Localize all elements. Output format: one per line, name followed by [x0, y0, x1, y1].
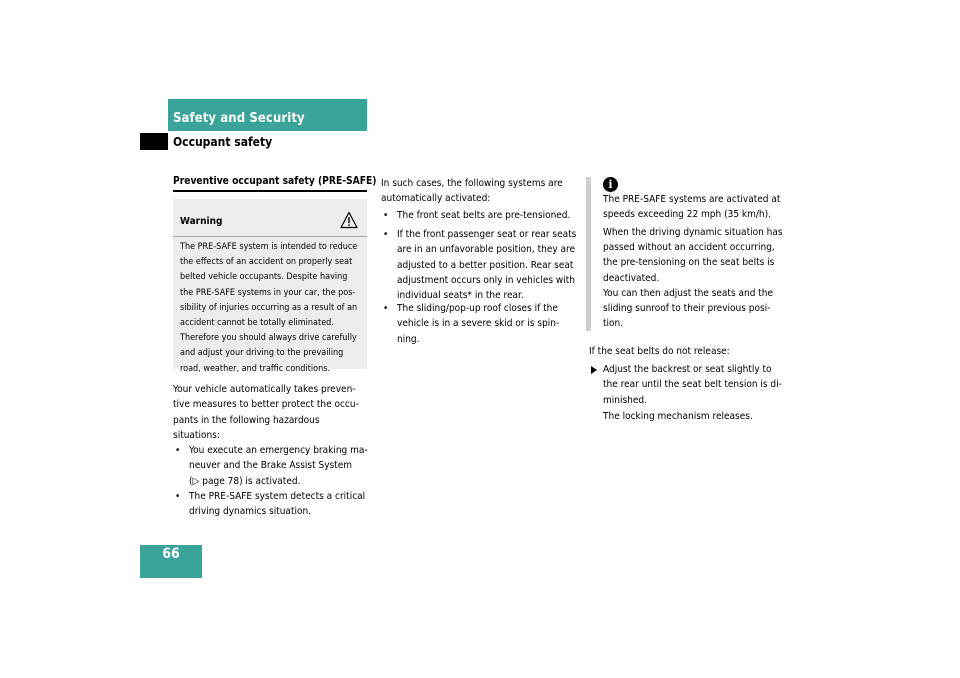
warning-divider [173, 236, 367, 237]
list-item [175, 443, 371, 489]
warning-title: Warning [180, 216, 223, 227]
list-item [175, 489, 371, 521]
header-marker [140, 133, 168, 150]
bullet-text: The sliding/pop-up roof closes if the vehicle is in a severe skid or is spin- ning. [397, 303, 560, 345]
section-title: Safety and Security [173, 111, 305, 126]
subsection-title: Occupant safety [173, 135, 273, 149]
heading-rule [173, 190, 367, 192]
bullet-mark: • [383, 210, 389, 221]
bullet-mark: • [175, 491, 181, 502]
note-paragraph: When the driving dynamic situation has passed without an accident occurring, the pre-tensioning on the seat belts is deactivated. [603, 227, 783, 284]
intro-paragraph: Your vehicle automatically takes preven- tive measures to better protect the occu- pants in the following hazardous situations: [173, 384, 359, 441]
section-heading: Preventive occupant safety (PRE-SAFE) [173, 176, 377, 187]
note-bar [586, 177, 591, 331]
bullet-mark: • [383, 303, 389, 314]
bullet-mark: • [175, 445, 181, 456]
intro-paragraph-2: In such cases, the following systems are automatically activated: [381, 178, 563, 205]
bullet-text: If the front passenger seat or rear seats are in an unfavorable position, they are adjusted to a better position. Rear seat adjustment occurs only in vehicles with individual seats* in the rear. [397, 229, 577, 302]
warning-triangle-icon [340, 211, 358, 229]
note-paragraph: The PRE-SAFE systems are activated at speeds exceeding 22 mph (35 km/h). [603, 194, 781, 221]
step-result: The locking mechanism releases. [603, 411, 753, 422]
step-text: Adjust the backrest or seat slightly to the rear until the seat belt tension is di- minished. [603, 364, 782, 406]
list-item [383, 227, 583, 304]
release-heading: If the seat belts do not release: [589, 346, 730, 357]
warning-text: The PRE-SAFE system is intended to reduce the effects of an accident on properly seat belted vehicle occupants. Despite having the PRE-SAFE systems in your car, the pos- sibility of injuries occurring as a result of an accident cannot be totally eliminated. Therefore you should always drive carefully and adjust your driving to the prevailing road, weather, and traffic conditions. [180, 242, 358, 374]
page-number: 66 [162, 546, 180, 562]
note-paragraph: You can then adjust the seats and the sliding sunroof to their previous posi- tion. [603, 288, 774, 330]
bullet-text: The front seat belts are pre-tensioned. [397, 210, 571, 221]
bullet-mark: • [383, 229, 389, 240]
list-item [383, 208, 583, 224]
info-icon: i [603, 177, 618, 192]
bullet-text: The PRE-SAFE system detects a critical driving dynamics situation. [189, 491, 366, 518]
list-item [383, 301, 583, 347]
step-arrow-icon [591, 366, 597, 374]
bullet-text: You execute an emergency braking ma- neuver and the Brake Assist System (▷ page 78) is activated. [189, 445, 368, 487]
